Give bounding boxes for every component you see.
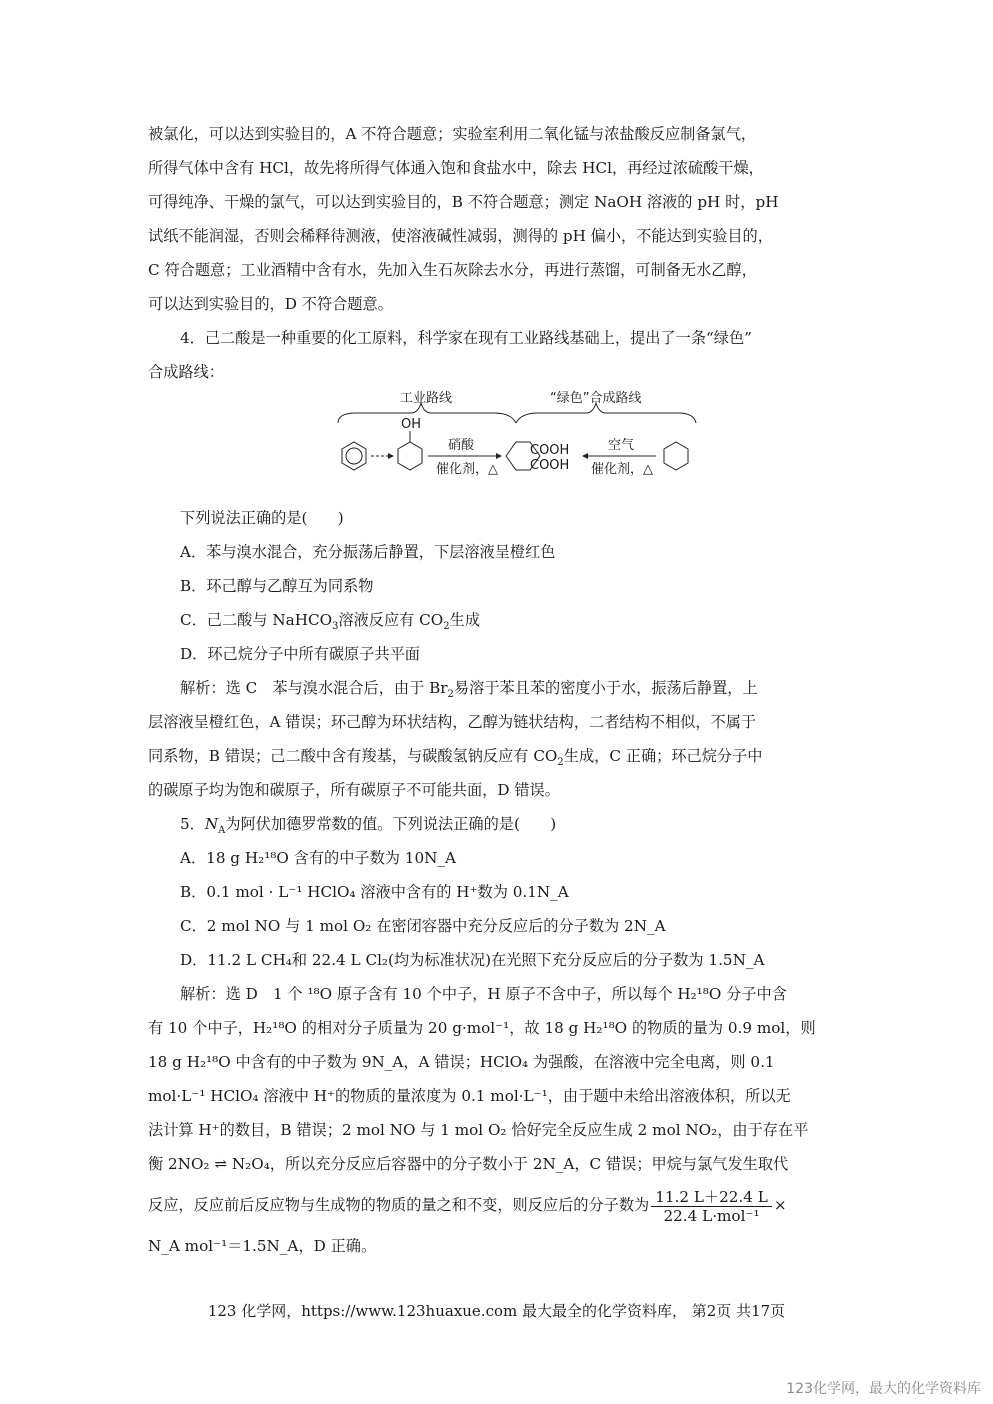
text-line: 试纸不能润湿，否则会稀释待测液，使溶液碱性减弱，测得的 pH 偏小，不能达到实验目的， xyxy=(148,227,773,245)
text-line: mol·L⁻¹ HClO₄ 溶液中 H⁺的物质的量浓度为 0.1 mol·L⁻¹，由于题中未给出溶液体积，所以无 xyxy=(148,1087,791,1105)
synthesis-route-diagram xyxy=(148,391,848,501)
label-industrial-route: 工业路线 xyxy=(400,391,453,406)
text-line: 解析：选 C 苯与溴水混合后，由于 $Br_2$易溶于苯且苯的密度小于水，振荡后静置，上 xyxy=(180,679,758,701)
cooh-top: COOH xyxy=(530,443,570,458)
route-svg xyxy=(326,391,706,501)
q4-option-b: B．环己醇与乙醇互为同系物 xyxy=(180,577,374,595)
q4-stem: 4．己二酸是一种重要的化工原料，科学家在现有工业路线基础上，提出了一条“绿色” xyxy=(180,329,752,347)
reagent-catalyst-2: 催化剂，△ xyxy=(591,462,653,477)
arrowhead xyxy=(388,453,394,459)
q4-option-a: A．苯与溴水混合，充分振荡后静置，下层溶液呈橙红色 xyxy=(180,543,556,561)
benzene-circle xyxy=(346,448,362,464)
q4-analysis xyxy=(148,671,848,807)
text-line: 可得纯净、干燥的氯气，可以达到实验目的，B 不符合题意；测定 NaOH 溶液的 pH 时，pH xyxy=(148,193,779,211)
text-line: N_A mol⁻¹＝1.5N_A，D 正确。 xyxy=(148,1237,377,1255)
q4-stem-cont: 合成路线： xyxy=(148,363,224,381)
brace-green xyxy=(516,403,696,423)
brace-industrial xyxy=(338,403,516,423)
text-line: 层溶液呈橙红色，A 错误；环己醇为环状结构，乙醇为链状结构，二者结构不相似，不属于 xyxy=(148,713,757,731)
previous-analysis xyxy=(148,117,848,321)
fraction: $\frac{11.2 L+22.4 L}{\text{22.4 L·mol⁻¹}}$ xyxy=(651,1188,772,1225)
label-green-route: “绿色”合成路线 xyxy=(550,391,642,406)
reagent-nitric: 硝酸 xyxy=(448,438,475,453)
text-line: 衡 2NO₂ ⇌ N₂O₄，所以充分反应后容器中的分子数小于 2N_A，C 错误；甲烷与氯气发生取代 xyxy=(148,1155,789,1173)
oh-label: OH xyxy=(401,417,422,432)
text-line: C 符合题意；工业酒精中含有水，先加入生石灰除去水分，再进行蒸馏，可制备无水乙醇， xyxy=(148,261,757,279)
q5-option-b: B．0.1 mol · L⁻¹ HClO₄ 溶液中含有的 H⁺数为 0.1N_A xyxy=(180,883,569,901)
text-line: 解析：选 D 1 个 ¹⁸O 原子含有 10 个中子，H 原子不含中子，所以每个 H₂¹⁸O 分子中含 xyxy=(180,985,787,1003)
q5-option-d: D．11.2 L CH₄和 22.4 L Cl₂(均为标准状况)在光照下充分反应后的分子数为 1.5N_A xyxy=(180,951,765,969)
cyclohexane-ring xyxy=(664,442,688,470)
text-line: 18 g H₂¹⁸O 中含有的中子数为 9N_A，A 错误；HClO₄ 为强酸，在溶液中完全电离，则 0.1 xyxy=(148,1053,775,1071)
q4-option-d: D．环己烷分子中所有碳原子共平面 xyxy=(180,645,420,663)
reagent-catalyst-1: 催化剂，△ xyxy=(436,462,498,477)
text-line: 可以达到实验目的，D 不符合题意。 xyxy=(148,295,393,313)
question-4 xyxy=(148,321,848,807)
text-line: 同系物，B 错误；己二酸中含有羧基，与碳酸氢钠反应有 $CO_2$生成，C 正确；环己烷分子中 xyxy=(148,747,763,769)
q5-stem: 5．$N_A$为阿伏加德罗常数的值。下列说法正确的是( ) xyxy=(180,815,557,837)
page-footer: 123 化学网，https://www.123huaxue.com 最大最全的化学资料库， 第2页 共17页 xyxy=(207,1302,786,1320)
cooh-bottom: COOH xyxy=(530,458,570,473)
q5-option-c: C．2 mol NO 与 1 mol O₂ 在密闭容器中充分反应后的分子数为 2N_A xyxy=(180,917,666,935)
question-5 xyxy=(148,807,848,1263)
page-content xyxy=(148,117,848,1263)
q4-option-c: C．己二酸与 NaHCO$_3$溶液反应有 $CO_2$生成 xyxy=(180,611,481,633)
text-line: 的碳原子均为饱和碳原子，所有碳原子不可能共面，D 错误。 xyxy=(148,781,560,799)
text-line: 有 10 个中子，H₂¹⁸O 的相对分子质量为 20 g·mol⁻¹，故 18 g H₂¹⁸O 的物质的量为 0.9 mol，则 xyxy=(148,1019,816,1037)
text-line: 被氯化，可以达到实验目的，A 不符合题意；实验室利用二氧化锰与浓盐酸反应制备氯气， xyxy=(148,125,757,143)
text-line-with-fraction: 反应，反应前后反应物与生成物的物质的量之和不变，则反应后的分子数为 $\frac{11.2 L+22.4 L}{\text{22.4 L·mol⁻¹}}$ × xyxy=(148,1187,787,1225)
reagent-air: 空气 xyxy=(608,438,635,453)
text-line: 法计算 H⁺的数目，B 错误；2 mol NO 与 1 mol O₂ 恰好完全反应生成 2 mol NO₂，由于存在平 xyxy=(148,1121,809,1139)
text-line: 所得气体中含有 HCl，故先将所得气体通入饱和食盐水中，除去 HCl，再经过浓硫酸干燥， xyxy=(148,159,764,177)
watermark: 123化学网，最大的化学资料库 xyxy=(786,1381,981,1397)
q4-question: 下列说法正确的是( ) xyxy=(180,509,344,527)
cyclohexanol-ring xyxy=(398,442,422,470)
q5-option-a: A．18 g H₂¹⁸O 含有的中子数为 10N_A xyxy=(180,849,456,867)
q5-analysis xyxy=(148,977,848,1263)
